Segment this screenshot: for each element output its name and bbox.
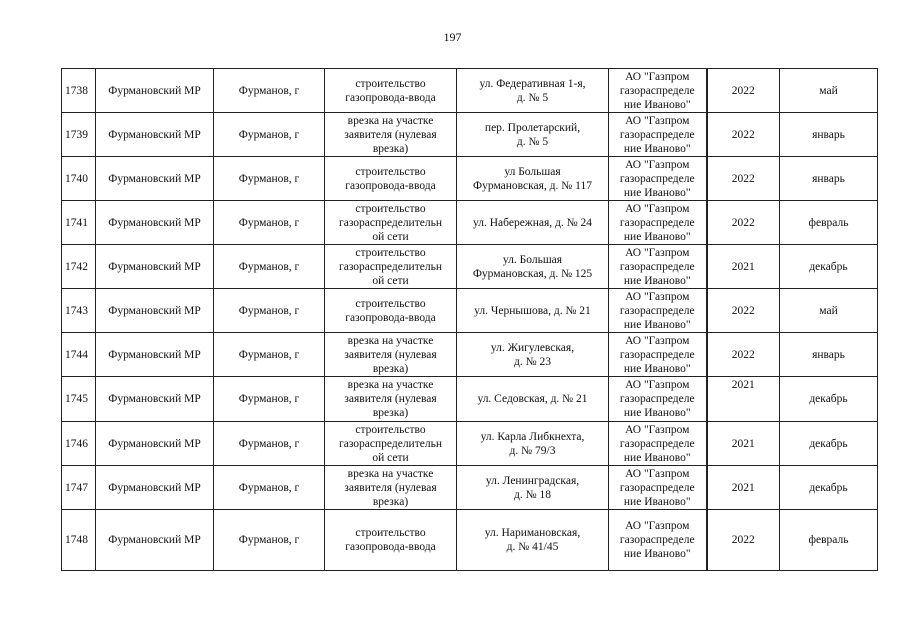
year-cell: 2022 (707, 157, 780, 201)
district-cell: Фурмановский МР (96, 157, 214, 201)
work-type-line: газопровода-ввода (345, 541, 436, 553)
month-cell: май (780, 289, 878, 333)
organization-line: АО "Газпром (625, 290, 690, 303)
city-cell: Фурманов, г (214, 377, 325, 422)
work-type-cell (325, 333, 457, 377)
row-number-cell: 1739 (62, 113, 96, 157)
table-row (62, 245, 878, 289)
work-type-line: строительство (355, 246, 426, 259)
work-type-line: строительство (355, 527, 426, 539)
organization-line: АО "Газпром (625, 334, 690, 347)
table-row (62, 466, 878, 510)
organization-line: АО "Газпром (625, 246, 690, 259)
organization-line: ние Иваново" (623, 407, 691, 419)
work-type-cell (325, 201, 457, 245)
address-cell (457, 289, 609, 333)
row-number-cell: 1743 (62, 289, 96, 333)
organization-cell (609, 377, 707, 422)
organization-line: газораспределе (619, 172, 695, 185)
district-cell: Фурмановский МР (96, 289, 214, 333)
city-cell: Фурманов, г (214, 466, 325, 510)
organization-line: газораспределе (619, 84, 695, 97)
organization-line: ние Иваново" (623, 98, 691, 111)
work-type-line: ой сети (372, 274, 409, 287)
work-type-line: строительство (355, 165, 426, 178)
table-row (62, 377, 878, 422)
organization-line: газораспределе (619, 393, 695, 405)
city-cell: Фурманов, г (214, 113, 325, 157)
address-line: ул. Чернышова, д. № 21 (474, 304, 591, 317)
work-type-line: газораспределительн (339, 260, 442, 273)
address-line: ул. Большая (502, 253, 563, 266)
address-line: ул. Карла Либкнехта, (480, 430, 585, 443)
organization-cell (609, 422, 707, 466)
city-cell: Фурманов, г (214, 333, 325, 377)
row-number-cell: 1748 (62, 510, 96, 571)
month-cell: январь (780, 333, 878, 377)
city-cell: Фурманов, г (214, 422, 325, 466)
address-line: д. № 5 (516, 91, 549, 104)
work-type-line: газопровода-ввода (345, 179, 436, 192)
organization-line: АО "Газпром (625, 467, 690, 480)
work-type-line: врезка) (372, 407, 409, 419)
organization-cell (609, 201, 707, 245)
organization-line: газораспределе (619, 348, 695, 361)
work-type-cell (325, 466, 457, 510)
organization-line: ние Иваново" (623, 142, 691, 155)
table-row (62, 510, 878, 571)
organization-cell (609, 466, 707, 510)
address-line: ул. Набережная, д. № 24 (473, 216, 592, 229)
organization-line: газораспределе (619, 128, 695, 141)
address-cell (457, 422, 609, 466)
organization-line: АО "Газпром (625, 520, 690, 532)
work-type-line: врезка) (372, 142, 409, 155)
address-line: Фурмановская, д. № 125 (472, 267, 593, 280)
table-row (62, 333, 878, 377)
row-number-cell: 1747 (62, 466, 96, 510)
month-cell: декабрь (780, 466, 878, 510)
address-line: д. № 23 (514, 355, 551, 368)
address-line: д. № 79/3 (509, 444, 556, 457)
organization-line: ние Иваново" (623, 495, 691, 508)
address-line: ул. Ленинградская, (485, 474, 580, 487)
address-cell (457, 377, 609, 422)
work-type-line: врезка на участке (347, 467, 434, 480)
work-type-cell (325, 377, 457, 422)
work-type-cell (325, 69, 457, 113)
month-cell: декабрь (780, 377, 878, 422)
address-cell (457, 157, 609, 201)
address-line: пер. Пролетарский, (484, 121, 581, 134)
organization-line: АО "Газпром (625, 114, 690, 127)
address-cell (457, 466, 609, 510)
work-type-line: ой сети (372, 451, 409, 464)
organization-line: газораспределе (619, 304, 695, 317)
row-number-cell: 1745 (62, 377, 96, 422)
organization-line: АО "Газпром (625, 379, 690, 391)
organization-line: газораспределе (619, 534, 695, 546)
organization-line: ние Иваново" (623, 230, 691, 243)
city-cell: Фурманов, г (214, 201, 325, 245)
work-type-cell (325, 289, 457, 333)
district-cell: Фурмановский МР (96, 201, 214, 245)
address-line: ул. Наримановская, (484, 527, 581, 539)
work-type-line: врезка на участке (347, 114, 434, 127)
row-number-cell: 1746 (62, 422, 96, 466)
work-type-line: газораспределительн (339, 437, 442, 450)
address-line: ул. Жигулевская, (490, 341, 575, 354)
work-type-cell (325, 422, 457, 466)
organization-line: газораспределе (619, 437, 695, 450)
address-cell (457, 245, 609, 289)
month-cell: февраль (780, 201, 878, 245)
organization-line: ние Иваново" (623, 548, 691, 560)
district-cell: Фурмановский МР (96, 466, 214, 510)
row-number-cell: 1738 (62, 69, 96, 113)
year-cell: 2022 (707, 510, 780, 571)
year-cell: 2022 (707, 201, 780, 245)
organization-cell (609, 113, 707, 157)
city-cell: Фурманов, г (214, 245, 325, 289)
organization-cell (609, 289, 707, 333)
address-line: д. № 41/45 (506, 541, 559, 553)
district-cell: Фурмановский МР (96, 333, 214, 377)
year-cell: 2022 (707, 69, 780, 113)
row-number-cell: 1741 (62, 201, 96, 245)
work-type-line: заявителя (нулевая (344, 393, 437, 405)
row-number-cell: 1742 (62, 245, 96, 289)
organization-line: АО "Газпром (625, 423, 690, 436)
work-type-cell (325, 245, 457, 289)
address-line: Фурмановская, д. № 117 (473, 179, 592, 192)
address-line: ул Большая (504, 165, 561, 178)
month-cell: декабрь (780, 245, 878, 289)
table-row (62, 289, 878, 333)
work-type-line: врезка) (372, 495, 409, 508)
work-type-line: заявителя (нулевая (344, 481, 437, 494)
table-row (62, 157, 878, 201)
district-cell: Фурмановский МР (96, 69, 214, 113)
work-type-line: строительство (355, 297, 426, 310)
district-cell: Фурмановский МР (96, 245, 214, 289)
year-cell: 2022 (707, 289, 780, 333)
table-row (62, 113, 878, 157)
city-cell: Фурманов, г (214, 289, 325, 333)
work-type-cell (325, 113, 457, 157)
month-cell: январь (780, 157, 878, 201)
address-cell (457, 113, 609, 157)
district-cell: Фурмановский МР (96, 510, 214, 571)
year-cell: 2022 (707, 113, 780, 157)
address-line: д. № 5 (516, 135, 549, 148)
work-type-line: строительство (355, 202, 426, 215)
row-number-cell: 1740 (62, 157, 96, 201)
month-cell: февраль (780, 510, 878, 571)
address-cell (457, 69, 609, 113)
district-cell: Фурмановский МР (96, 377, 214, 422)
organization-line: ние Иваново" (623, 451, 691, 464)
organization-line: газораспределе (619, 260, 695, 273)
work-type-line: заявителя (нулевая (344, 128, 437, 141)
organization-line: ние Иваново" (623, 186, 691, 199)
organization-line: газораспределе (619, 216, 695, 229)
page-number: 197 (443, 30, 462, 44)
organization-line: ние Иваново" (623, 274, 691, 287)
work-type-line: врезка на участке (347, 379, 434, 391)
table-row (62, 69, 878, 113)
address-line: ул. Федеративная 1-я, (479, 77, 586, 90)
work-type-line: заявителя (нулевая (344, 348, 437, 361)
organization-line: АО "Газпром (625, 70, 690, 83)
address-cell (457, 510, 609, 571)
year-cell: 2021 (707, 245, 780, 289)
organization-cell (609, 333, 707, 377)
organization-cell (609, 245, 707, 289)
work-type-line: газораспределительн (339, 216, 442, 229)
gasification-table (61, 68, 878, 571)
organization-line: АО "Газпром (625, 202, 690, 215)
row-number-cell: 1744 (62, 333, 96, 377)
table-body (62, 69, 878, 571)
district-cell: Фурмановский МР (96, 113, 214, 157)
year-cell: 2021 (707, 377, 780, 422)
work-type-line: ой сети (372, 230, 409, 243)
table-row (62, 422, 878, 466)
city-cell: Фурманов, г (214, 69, 325, 113)
work-type-line: газопровода-ввода (345, 311, 436, 324)
organization-cell (609, 69, 707, 113)
address-line: ул. Седовская, д. № 21 (477, 393, 588, 405)
organization-cell (609, 157, 707, 201)
work-type-cell (325, 157, 457, 201)
month-cell: январь (780, 113, 878, 157)
organization-cell (609, 510, 707, 571)
organization-line: газораспределе (619, 481, 695, 494)
year-cell: 2022 (707, 333, 780, 377)
city-cell: Фурманов, г (214, 510, 325, 571)
organization-line: ние Иваново" (623, 362, 691, 375)
address-cell (457, 201, 609, 245)
year-cell: 2021 (707, 466, 780, 510)
organization-line: АО "Газпром (625, 158, 690, 171)
work-type-line: врезка на участке (347, 334, 434, 347)
year-cell: 2021 (707, 422, 780, 466)
city-cell: Фурманов, г (214, 157, 325, 201)
work-type-line: строительство (355, 423, 426, 436)
month-cell: декабрь (780, 422, 878, 466)
organization-line: ние Иваново" (623, 318, 691, 331)
work-type-cell (325, 510, 457, 571)
month-cell: май (780, 69, 878, 113)
district-cell: Фурмановский МР (96, 422, 214, 466)
work-type-line: строительство (355, 77, 426, 90)
address-line: д. № 18 (514, 488, 551, 501)
address-cell (457, 333, 609, 377)
work-type-line: врезка) (372, 362, 409, 375)
table-row (62, 201, 878, 245)
work-type-line: газопровода-ввода (345, 91, 436, 104)
